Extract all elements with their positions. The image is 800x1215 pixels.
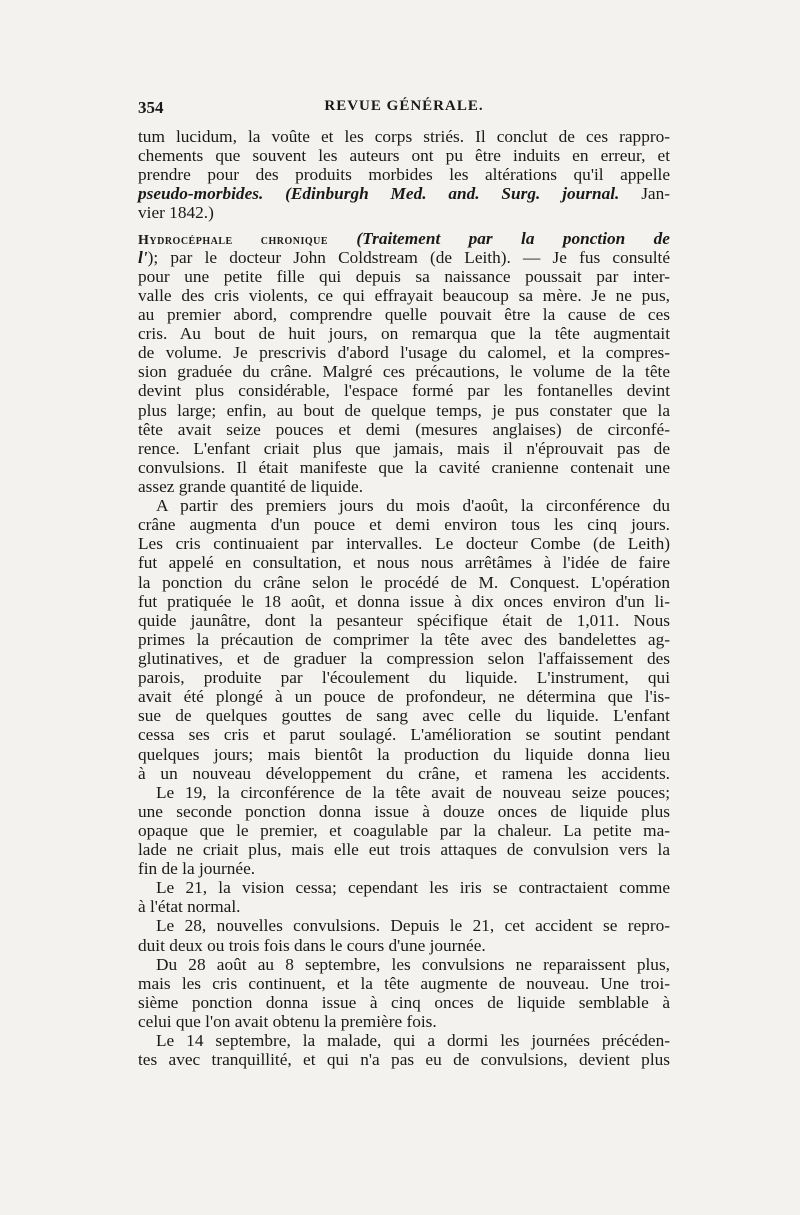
text-line: opaque que le premier, et coagulable par la chaleur. La petite ma- (138, 820, 670, 840)
text-line: Les cris continuaient par intervalles. Le docteur Combe (de Leith) (138, 534, 670, 554)
section-heading-line (138, 229, 670, 248)
text-line: convulsions. Il était manifeste que la cavité cranienne contenait une (138, 457, 670, 477)
text-line: à un nouveau développement du crâne, et ramena les accidents. (138, 763, 670, 783)
text-line: Le 19, la circonférence de la tête avait de nouveau seize pouces; (156, 782, 670, 802)
text-line: une seconde ponction donna issue à douze onces de liquide plus (138, 801, 670, 821)
text-line: tête avait seize pouces et demi (mesures anglaises) de circonfé- (138, 419, 670, 439)
text-line: Du 28 août au 8 septembre, les convulsions ne reparaissent plus, (156, 954, 670, 974)
text-line: au premier abord, comprendre quelle pouvait être la cause de ces (138, 304, 670, 324)
text-line: Le 21, la vision cessa; cependant les iris se contractaient comme (156, 878, 670, 898)
text-line: rence. L'enfant criait plus que jamais, mais il n'éprouvait pas de (138, 438, 670, 458)
text-line: duit deux ou trois fois dans le cours d'une journée. (138, 935, 486, 955)
text-line: glutinatives, et de graduer la compression selon l'affaissement des (138, 648, 670, 668)
text-line: pour une petite fille qui depuis sa naissance poussait par inter- (138, 266, 670, 286)
text-line: mais les cris continuent, et la tête augmente de nouveau. Une troi- (138, 973, 670, 993)
text-line: Le 14 septembre, la malade, qui a dormi les journées précéden- (156, 1031, 670, 1051)
text-line: fut pratiquée le 18 août, et donna issue à dix onces environ d'un li- (138, 591, 670, 611)
heading-italic: (Traitement par la ponction de (328, 228, 670, 248)
text-italic: l' (138, 247, 148, 267)
text-line: sue de quelques gouttes de sang avec celle du liquide. L'enfant (138, 706, 670, 726)
text-line: cessa ses cris et parut soulagé. L'amélioration se soutint pendant (138, 725, 670, 745)
text-line: tum lucidum, la voûte et les corps striés. Il conclut de ces rappro- (138, 127, 670, 146)
text-line: quide jaunâtre, dont la pesanteur spécifique était de 1,011. Nous (138, 610, 670, 630)
citation-italic: pseudo-morbides. (Edinburgh Med. and. Surg. journal. (138, 184, 620, 204)
text-fragment: ); par le docteur John Coldstream (de Leith). — Je fus consulté (147, 247, 670, 267)
text-line: fin de la journée. (138, 859, 256, 879)
text-line: valle des cris violents, ce qui effrayait beaucoup sa mère. Je ne pus, (138, 285, 670, 305)
text-line: fut appelé en consultation, et nous nous arrêtâmes à l'idée de faire (138, 553, 670, 573)
text-line: celui que l'on avait obtenu la première fois. (138, 1012, 437, 1032)
page-number: 354 (138, 98, 164, 117)
text-line: crâne augmenta d'un pouce et demi environ tous les cinq jours. (138, 515, 670, 535)
text-line: chements que souvent les auteurs ont pu être induits en erreur, et (138, 146, 670, 166)
text-line: plus large; enfin, au bout de quelque temps, je pus constater que la (138, 400, 670, 420)
text-line: avait été plongé à un pouce de profondeur, ne détermina que l'is- (138, 687, 670, 707)
text-line: de volume. Je prescrivis d'abord l'usage du calomel, et la compres- (138, 343, 670, 363)
text-line: primes la précaution de comprimer la tête avec des bandelettes ag- (138, 629, 670, 649)
text-line: sième ponction donna issue à cinq onces de liquide semblable à (138, 992, 670, 1012)
text-line: quelques jours; mais bientôt la production du liquide donna lieu (138, 744, 670, 764)
text-line (138, 248, 670, 267)
running-head: REVUE GÉNÉRALE. (324, 98, 484, 114)
text-line: Le 28, nouvelles convulsions. Depuis le 21, cet accident se repro- (156, 916, 670, 936)
section-heading: Hydrocéphale chronique (138, 232, 329, 248)
page-body (138, 127, 670, 1069)
text-line: cris. Au bout de huit jours, on remarqua que la tête augmentait (138, 324, 670, 344)
text-line: A partir des premiers jours du mois d'août, la circonférence du (156, 496, 670, 516)
text-line: tes avec tranquillité, et qui n'a pas eu de convulsions, devient plus (138, 1050, 670, 1070)
text-line: lade ne criait plus, mais elle eut trois attaques de convulsion vers la (138, 840, 670, 860)
text-line: à l'état normal. (138, 897, 241, 917)
text-line: assez grande quantité de liquide. (138, 476, 364, 496)
text-line: prendre pour des produits morbides les altérations qu'il appelle (138, 165, 670, 185)
page-header (138, 98, 670, 124)
text-line: la ponction du crâne selon le procédé de M. Conquest. L'opération (138, 572, 670, 592)
text-line: sion graduée du crâne. Malgré ces précautions, le volume de la tête (138, 362, 670, 382)
text-line (138, 184, 670, 203)
text-fragment: Jan- (619, 184, 670, 204)
text-line: devint plus considérable, l'espace formé par les fontanelles devint (138, 381, 670, 401)
text-line: vier 1842.) (138, 203, 214, 223)
text-line: parois, produite par l'écoulement du liquide. L'instrument, qui (138, 668, 670, 688)
